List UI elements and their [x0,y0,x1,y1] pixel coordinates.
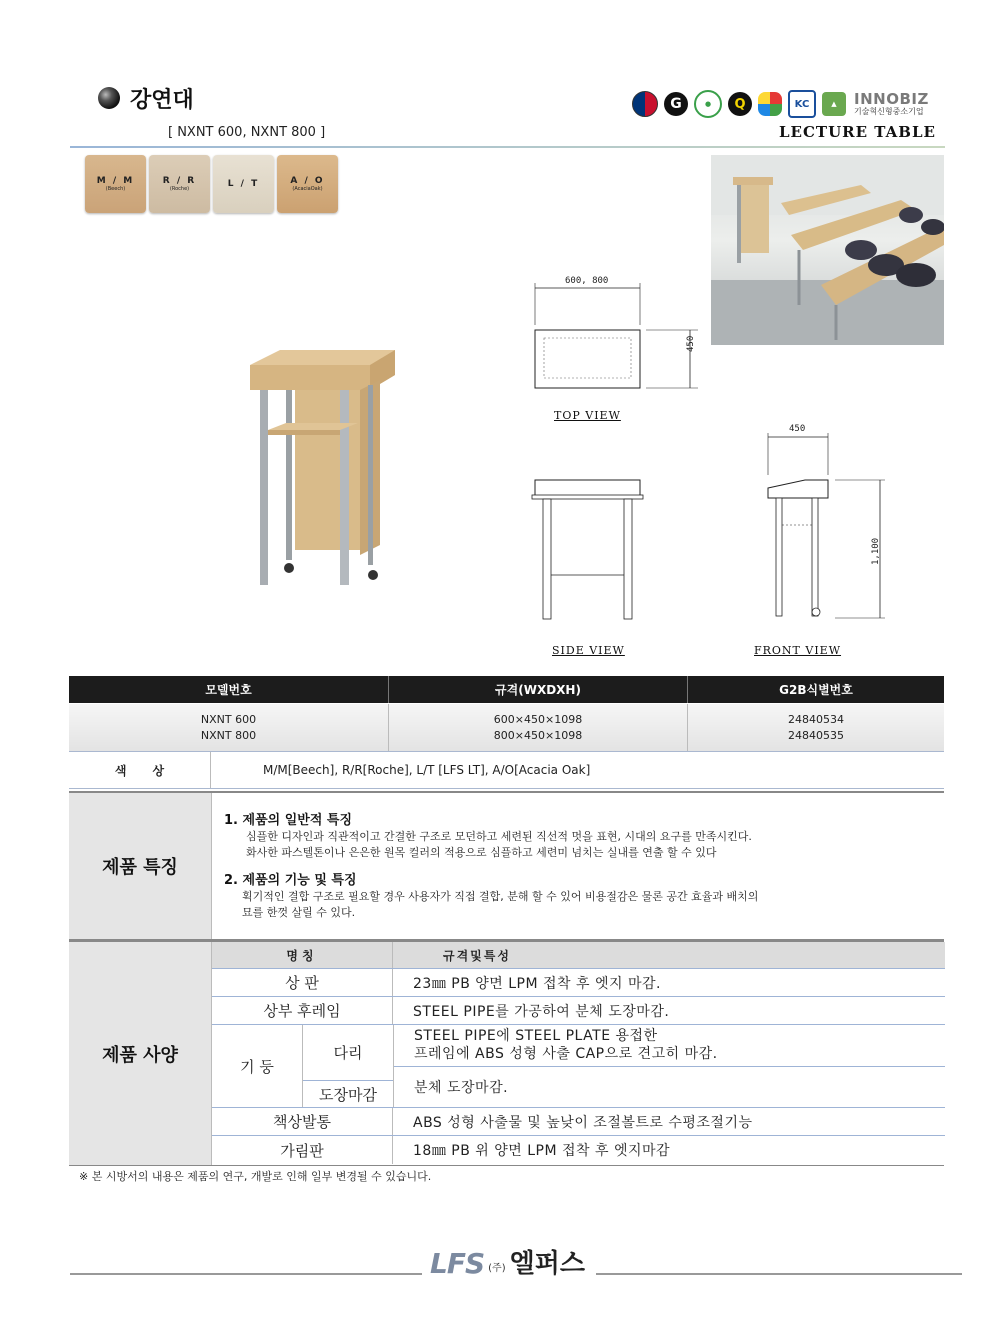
company-logo [430,1243,585,1280]
feature-heading: 2. 제품의 기능 및 특징 [224,873,357,888]
specs-grid [212,942,944,1165]
table-row [212,1136,945,1164]
product-features-section [69,791,944,941]
g2b-id: 24840534 [788,712,844,726]
spec-desc [394,1025,945,1067]
brand-corp: (주) [488,1263,506,1274]
g2b-id-cell [688,704,944,751]
spec-name: 상부 후레임 [212,997,393,1024]
lecture-room-photo [711,155,944,345]
top-view-label: TOP VIEW [554,409,621,422]
kc-mark-icon: KC [788,90,816,118]
swatch-code: M / M [96,176,135,186]
g-mark-icon: G [664,92,688,116]
swatch-code: R / R [162,176,197,186]
certification-logos [632,90,929,118]
spec-desc: 18㎜ PB 위 양면 LPM 접착 후 엣지마감 [413,1143,671,1159]
safety-mark-icon: ▲ [822,92,846,116]
quality-mark-icon: Q [728,92,752,116]
dimension-value: 600×450×1098 [493,712,583,726]
footnote: ※ 본 시방서의 내용은 제품의 연구, 개발로 인해 일부 변경될 수 있습니다. [79,1170,432,1183]
model-spec-table-row [69,704,944,752]
spec-sub-name: 다리 [303,1025,393,1081]
swatch-name: (Beech) [105,186,126,192]
table-row [212,997,945,1025]
swatch-lfs-lt [213,155,274,213]
innobiz-name: INNOBIZ [854,89,929,108]
spec-desc: STEEL PIPE를 가공하여 분체 도장마감. [413,1003,670,1020]
taegeuk-mark-icon [632,91,658,117]
spec-name: 가림판 [212,1136,393,1164]
model-spec-table-header [69,676,944,703]
innobiz-subtitle: 기술혁신형중소기업 [854,106,924,116]
swatch-name: (Roche) [169,186,190,192]
front-view-label: FRONT VIEW [754,644,842,657]
specs-header-name: 명칭 [212,942,393,968]
front-view-depth-dimension: 450 [789,424,806,434]
specs-label: 제품 사양 [69,942,212,1165]
swatch-acacia-oak [277,155,338,213]
feature-heading: 1. 제품의 일반적 특징 [224,813,353,828]
header-divider [70,146,945,148]
brand-ko: 엘퍼스 [509,1249,585,1279]
category-label: LECTURE TABLE [779,123,936,141]
spec-desc: 23㎜ PB 양면 LPM 접착 후 엣지 마감. [413,975,661,992]
swatch-roche [149,155,210,213]
feature-line: 묘를 한껏 살릴 수 있다. [242,906,356,919]
disability-enterprise-icon [758,92,782,116]
header-model-number: 모델번호 [69,676,389,703]
spec-name: 책상발통 [212,1108,393,1135]
spec-sub-descs [394,1025,945,1107]
product-specs-section [69,940,944,1166]
specs-header-desc: 규격및특성 [443,948,511,963]
eco-mark-icon: ● [694,90,722,118]
spec-desc-line: STEEL PIPE에 STEEL PLATE 용접한 [414,1028,658,1045]
model-number: NXNT 600 [200,712,257,726]
lecture-room-illustration [711,155,944,345]
color-value: M/M[Beech], R/R[Roche], L/T [LFS LT], A/O[Acacia Oak] [263,763,591,777]
spec-group-name: 기 둥 [212,1025,303,1107]
top-view-drawing [530,280,705,395]
top-view-depth-dimension: 450 [686,335,696,352]
brand-en: LFS [430,1247,485,1280]
model-codes: [ NXNT 600, NXNT 800 ] [168,125,326,140]
side-view-label: SIDE VIEW [552,644,625,657]
top-view-width-dimension: 600, 800 [565,276,609,286]
table-row-group [212,1025,945,1108]
swatch-code: A / O [290,176,325,186]
swatch-code: L / T [227,179,260,189]
front-view-height-dimension: 1,100 [871,537,881,565]
feature-line: 화사한 파스텔톤이나 은은한 원목 컬러의 적용으로 심플하고 세련미 넘치는 실내를 연출 할 수 있다 [246,846,717,859]
swatch-beech [85,155,146,213]
page-title: 강연대 [130,87,194,113]
model-number-cell [69,704,389,751]
features-label: 제품 특징 [69,793,212,939]
feature-line: 획기적인 결합 구조로 필요할 경우 사용자가 직접 결합, 분해 할 수 있어 비용절감은 물론 공간 효율과 배치의 [242,890,759,903]
front-view-drawing [760,430,890,625]
color-label: 색상 [69,752,211,788]
spec-sub-name: 도장마감 [319,1085,377,1104]
page-title-row [98,82,194,114]
spec-desc: 분체 도장마감. [414,1079,509,1096]
dimensions-cell [389,704,688,751]
feature-line: 심플한 디자인과 직관적이고 간결한 구조로 모던하고 세련된 직선적 멋을 표현, 시대의 요구를 만족시킨다. [246,830,752,843]
footer-divider-right [596,1273,962,1275]
g2b-id: 24840535 [788,728,844,742]
dimension-value: 800×450×1098 [493,728,583,742]
table-row [212,1108,945,1136]
side-view-drawing [530,475,645,625]
header-dimensions: 규격(WXDXH) [389,676,688,703]
spec-desc: ABS 성형 사출물 및 높낮이 조절볼트로 수평조절기능 [413,1114,753,1131]
bullet-ball-icon [98,87,120,109]
swatch-name: (AcaciaOak) [292,186,323,192]
features-content [212,793,944,939]
model-number: NXNT 800 [200,728,257,742]
specs-header-row [212,942,945,969]
color-row [69,752,944,789]
spec-sub-names [303,1025,394,1107]
podium-product-image [240,345,400,595]
innobiz-logo [854,89,929,117]
footer-divider-left [70,1273,422,1275]
header-g2b-id: G2B식별번호 [779,683,853,697]
color-swatches [85,155,338,213]
spec-name: 상 판 [212,969,393,996]
spec-desc-line: 프레임에 ABS 성형 사출 CAP으로 견고히 마감. [414,1046,718,1063]
table-row [212,969,945,997]
